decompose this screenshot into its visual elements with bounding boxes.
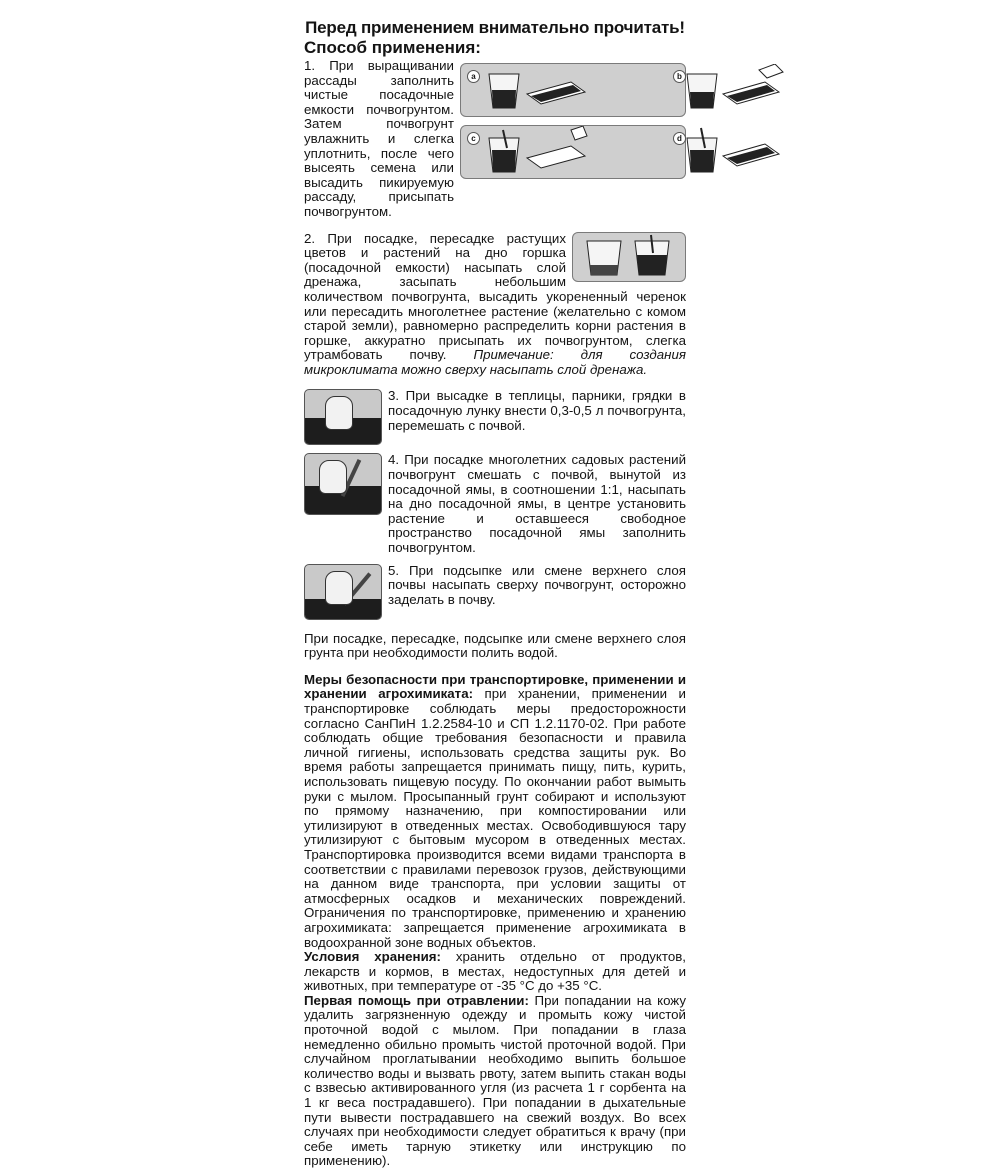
step-1-illustrations xyxy=(460,59,686,179)
step-4-illustration xyxy=(304,453,382,515)
instruction-column xyxy=(304,18,686,1169)
pot-drainage-icon xyxy=(573,233,685,281)
illustration-panel-pot xyxy=(572,232,686,282)
hand-icon xyxy=(325,571,353,605)
firstaid-label: Первая помощь при отравлении: xyxy=(304,992,529,1008)
step-2-note: Примечание: для создания микроклимата можно сверху насыпать слой дренажа. xyxy=(304,347,686,377)
storage-text: хранить отдельно от продуктов, лекарств и кормов, в местах, недоступных для детей и животных, при температуре от -35 °С до +35 °С. xyxy=(304,949,686,994)
safety-text: при хранении, применении и транспортировке соблюдать меры предосторожности согласно СанПиН 1.2.2584-10 и СП 1.2.1170-02. При работе соблюдать общие требования безопасности и правила личной гигиены, использовать средства защиты рук. Во время работы запрещается принимать пищу, пить, курить, использовать пищевую посуду. По окончании работ вымыть руки с мылом. Просыпанный грунт собирают и используют по прямому назначению, при компостировании или утилизируют в отведенных местах. Освободившуюся тару утилизируют с бытовым мусором в отведенных местах. Транспортировка производится всеми видами транспорта в соответствии с правилами перевозок грузов, действующими на данном виде транспорта, при условии защиты от атмосферных осадков и механических повреждений. Ограничения по транспортировке, применению и хранению агрохимиката: запрещается применение агрохимиката в водоохранной зоне водных объектов. xyxy=(304,686,686,950)
step-4 xyxy=(304,453,686,555)
watering-cup-icon xyxy=(679,126,839,178)
hand-icon xyxy=(319,460,347,494)
step-1-text: 1. При выращивании рассады заполнить чистые посадочные емкости почвогрунтом. Затем почвогрунт увлажнить и слегка уплотнить, после чего высеять семена или высадить пикируемую рассаду, присыпать почвогрунтом. xyxy=(304,58,454,219)
planting-cup-icon xyxy=(475,126,675,178)
step-2 xyxy=(304,232,686,378)
firstaid-section xyxy=(304,994,686,1169)
firstaid-text: При попадании на кожу удалить загрязненную одежду и промыть кожу чистой проточной водой с мылом. При попадании в глаза немедленно обильно промыть чистой проточной водой. При случайном проглатывании необходимо выпить большое количество воды и вызвать рвоту, затем выпить стакан воды с взвесью активированного угля (из расчета 1 г сорбента на 1 кг веса пострадавшего). При попадании в дыхательные пути вывести пострадавшего на свежий воздух. Во всех случаях при необходимости следует обратиться к врачу (при себе иметь тарную этикетку или инструкцию по применению). xyxy=(304,992,687,1169)
watering-note: При посадке, пересадке, подсыпке или смене верхнего слоя грунта при необходимости полить водой. xyxy=(304,630,686,661)
step-3-illustration xyxy=(304,389,382,445)
panel-letter-b: b xyxy=(673,70,686,83)
step-4-text: 4. При посадке многолетних садовых растений почвогрунт смешать с почвой, вынутой из посадочной ямы, в соотношении 1:1, насыпать на дно посадочной ямы, в центре установить растение и оставшееся свободное пространство посадочной ямы заполнить почвогрунтом. xyxy=(388,452,686,556)
storage-section xyxy=(304,950,686,994)
step-3 xyxy=(304,389,686,445)
step-2-body: 2. При посадке, пересадке растущих цветов и растений на дно горшка (посадочной емкости) насыпать слой дренажа, засыпать небольшим количеством почвогрунта, высадить укорененный черенок или пересадить многолетнее растение (желательно с комом старой земли), равномерно распределить корни растения в горшке, аккуратно присыпать их почвогрунтом, слегка утрамбовать почву. xyxy=(304,230,686,363)
sowing-tray-icon xyxy=(679,64,839,116)
section-title: Способ применения: xyxy=(304,38,481,57)
illustration-panel-cd xyxy=(460,125,686,179)
illustration-panel-ab xyxy=(460,63,686,117)
panel-letter-d: d xyxy=(673,132,686,145)
step-1 xyxy=(304,59,686,220)
safety-section xyxy=(304,673,686,950)
step-3-text: 3. При высадке в теплицы, парники, грядки в посадочную лунку внести 0,3-0,5 л почвогрунта, перемешать с почвой. xyxy=(388,388,686,433)
hand-icon xyxy=(325,396,353,430)
storage-label: Условия хранения: xyxy=(304,949,441,965)
step-5 xyxy=(304,564,686,620)
safety-label: Меры безопасности при транспортировке, применении и хранении агрохимиката: xyxy=(304,671,686,702)
seedling-cup-icon xyxy=(475,64,675,116)
panel-letter-a: a xyxy=(467,70,480,83)
step-5-text: 5. При подсыпке или смене верхнего слоя почвы насыпать сверху почвогрунт, осторожно заделать в почву. xyxy=(388,562,686,607)
panel-letter-c: c xyxy=(467,132,480,145)
step-5-illustration xyxy=(304,564,382,620)
page-title: Перед применением внимательно прочитать! xyxy=(305,18,685,37)
